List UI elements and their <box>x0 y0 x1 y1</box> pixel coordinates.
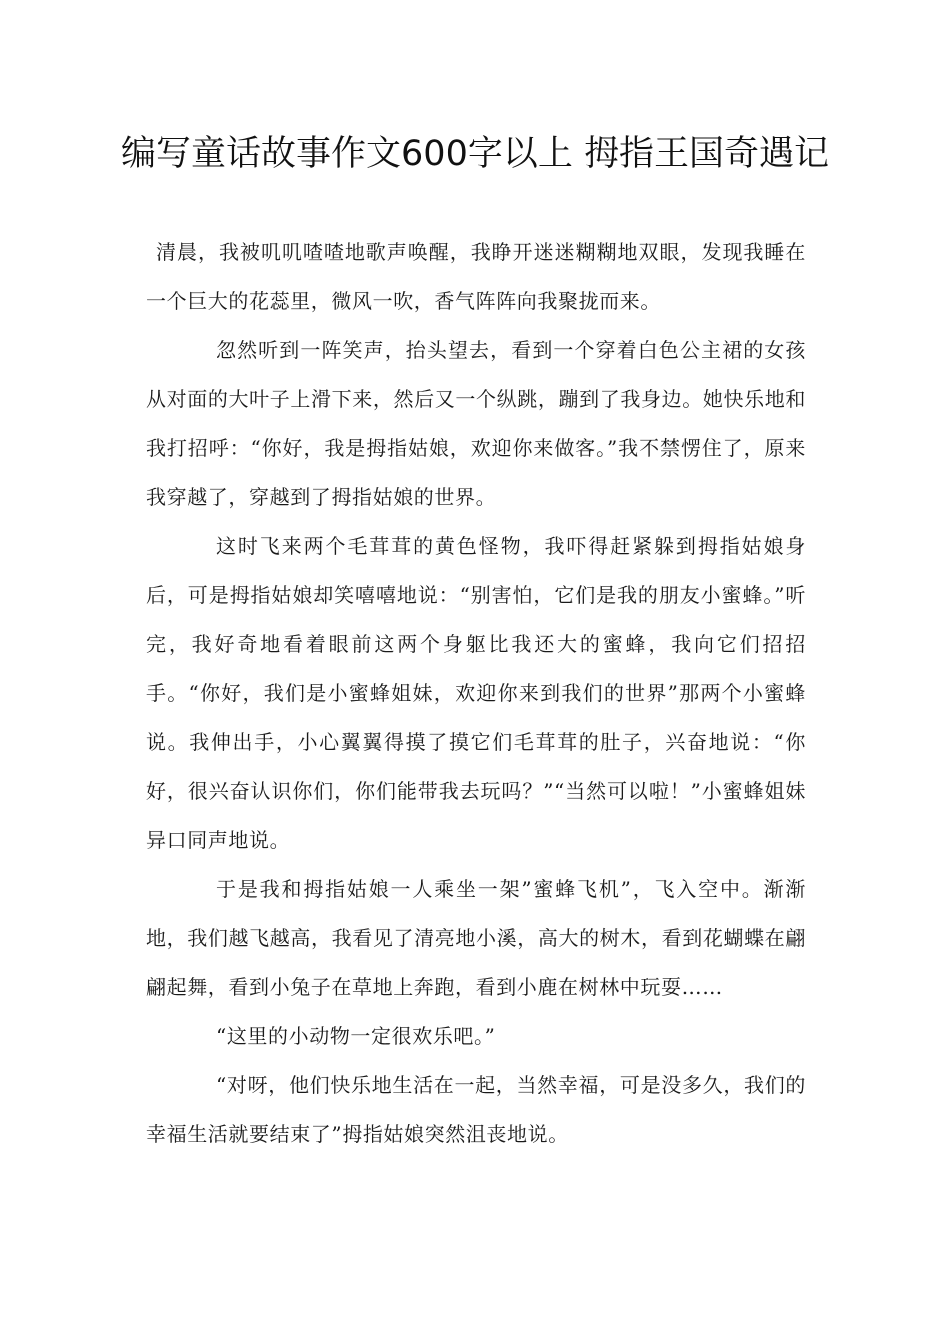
paragraph-1: 清晨，我被叽叽喳喳地歌声唤醒，我睁开迷迷糊糊地双眼，发现我睡在一个巨大的花蕊里，微风一吹，香气阵阵向我聚拢而来。 <box>146 240 806 313</box>
paragraph-3: 这时飞来两个毛茸茸的黄色怪物，我吓得赶紧躲到拇指姑娘身后，可是拇指姑娘却笑嘻嘻地说：“别害怕，它们是我的朋友小蜜蜂。”听完，我好奇地看着眼前这两个身躯比我还大的蜜蜂，我向它们招招手。“你好，我们是小蜜蜂姐妹，欢迎你来到我们的世界”那两个小蜜蜂说。我伸出手，小心翼翼得摸了摸它们毛茸茸的肚子，兴奋地说：“你好，很兴奋认识你们，你们能带我去玩吗？”“当然可以啦！”小蜜蜂姐妹异口同声地说。 <box>146 534 806 852</box>
paragraph-2: 忽然听到一阵笑声，抬头望去，看到一个穿着白色公主裙的女孩从对面的大叶子上滑下来，然后又一个纵跳，蹦到了我身边。她快乐地和我打招呼：“你好，我是拇指姑娘，欢迎你来做客。”我不禁愣住了，原来我穿越了，穿越到了拇指姑娘的世界。 <box>146 338 806 509</box>
document-body <box>146 228 806 1159</box>
paragraph-6: “对呀，他们快乐地生活在一起，当然幸福，可是没多久，我们的幸福生活就要结束了”拇指姑娘突然沮丧地说。 <box>146 1073 806 1146</box>
document-title: 编写童话故事作文600字以上 拇指王国奇遇记 <box>121 134 829 174</box>
paragraph-5: “这里的小动物一定很欢乐吧。” <box>216 1024 496 1048</box>
paragraph-4: 于是我和拇指姑娘一人乘坐一架”蜜蜂飞机”，飞入空中。渐渐地，我们越飞越高，我看见了清亮地小溪，高大的树木，看到花蝴蝶在翩翩起舞，看到小兔子在草地上奔跑，看到小鹿在树林中玩耍…… <box>146 877 806 999</box>
